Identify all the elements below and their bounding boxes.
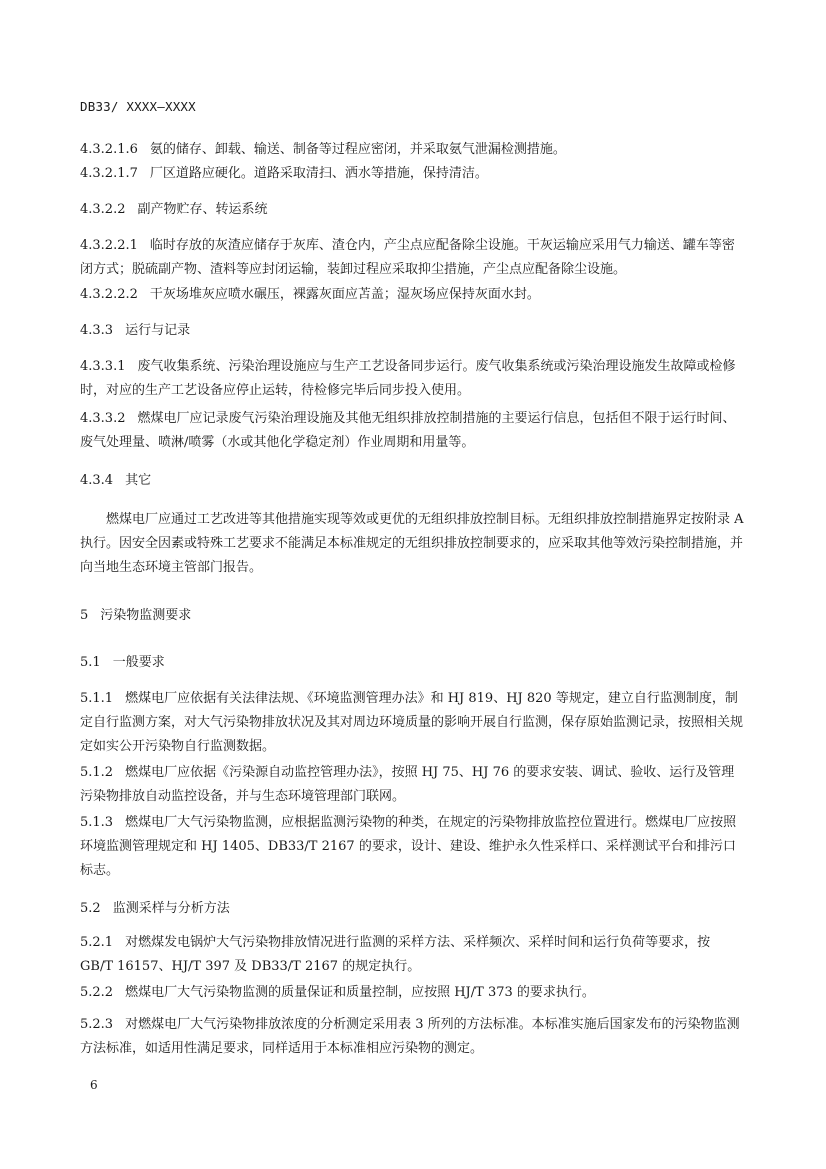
paragraph-text: 燃煤电厂应通过工艺改进等其他措施实现等效或更优的无组织排放控制目标。无组织排放控制措施界定按附录 A 执行。因安全因素或特殊工艺要求不能满足本标准规定的无组织排放控制要求的，应采取其他等效污染控制措施，并向当地生态环境主管部门报告。 (80, 512, 744, 575)
clause-number: 5.2.3 (80, 1017, 114, 1032)
heading-number: 5.2 (80, 901, 101, 916)
clause-number: 4.3.2.2.1 (80, 238, 138, 253)
clause-4-3-3-2 (80, 407, 746, 455)
clause-5-2-2 (80, 981, 746, 1005)
clause-text: 氨的储存、卸载、输送、制备等过程应密闭，并采取氨气泄漏检测措施。 (149, 142, 566, 157)
clause-number: 4.3.3.2 (80, 411, 126, 426)
clause-4-3-2-1-6 (80, 138, 746, 162)
heading-text: 其它 (125, 473, 152, 488)
heading-number: 4.3.2.2 (80, 202, 126, 217)
heading-5-1 (80, 651, 746, 675)
clause-text: 厂区道路应硬化。道路采取清扫、洒水等措施，保持清洁。 (149, 166, 488, 181)
clause-text: 燃煤电厂应依据《污染源自动监控管理办法》，按照 HJ 75、HJ 76 的要求安装、调试、验收、运行及管理污染物排放自动监控设备，并与生态环境管理部门联网。 (80, 765, 735, 804)
clause-number: 5.2.1 (80, 935, 114, 950)
clause-text: 燃煤电厂应依据有关法律法规、《环境监测管理办法》和 HJ 819、HJ 820 等规定，建立自行监测制度，制定自行监测方案，对大气污染物排放状况及其对周边环境质量的影响开展自行监测，保存原始监测记录，按照相关规定如实公开污染物自行监测数据。 (80, 691, 744, 754)
heading-number: 5 (80, 608, 89, 623)
clause-text: 燃煤电厂大气污染物监测的质量保证和质量控制，应按照 HJ/T 373 的要求执行。 (125, 985, 595, 1000)
heading-5 (80, 604, 746, 628)
clause-number: 5.1.3 (80, 815, 114, 830)
clause-number: 5.1.1 (80, 691, 114, 706)
clause-5-2-1 (80, 931, 746, 979)
page-number: 6 (90, 1078, 98, 1092)
clause-text: 废气收集系统、污染治理设施应与生产工艺设备同步运行。废气收集系统或污染治理设施发生故障或检修时，对应的生产工艺设备应停止运转，待检修完毕后同步投入使用。 (80, 359, 736, 398)
clause-4-3-2-2-1 (80, 234, 746, 282)
clause-5-2-3 (80, 1013, 746, 1061)
clause-text: 临时存放的灰渣应储存于灰库、渣仓内，产尘点应配备除尘设施。干灰运输应采用气力输送、罐车等密闭方式；脱硫副产物、渣料等应封闭运输，装卸过程应采取抑尘措施，产尘点应配备除尘设施。 (80, 238, 735, 277)
heading-text: 监测采样与分析方法 (112, 901, 230, 916)
clause-number: 4.3.2.1.6 (80, 142, 138, 157)
clause-text: 对燃煤电厂大气污染物排放浓度的分析测定采用表 3 所列的方法标准。本标准实施后国家发布的污染物监测方法标准，如适用性满足要求，同样适用于本标准相应污染物的测定。 (80, 1017, 740, 1056)
paragraph-other-measures (80, 508, 746, 580)
heading-5-2 (80, 897, 746, 921)
heading-number: 5.1 (80, 655, 101, 670)
clause-number: 5.1.2 (80, 765, 114, 780)
heading-text: 污染物监测要求 (100, 608, 192, 623)
clause-4-3-3-1 (80, 355, 746, 403)
clause-number: 4.3.2.1.7 (80, 166, 138, 181)
heading-4-3-2-2 (80, 198, 746, 222)
heading-4-3-4 (80, 469, 746, 493)
clause-5-1-2 (80, 761, 746, 809)
heading-text: 运行与记录 (125, 323, 191, 338)
clause-4-3-2-1-7 (80, 162, 746, 186)
heading-4-3-3 (80, 319, 746, 343)
clause-number: 5.2.2 (80, 985, 114, 1000)
clause-text: 干灰场堆灰应喷水碾压，裸露灰面应苫盖；湿灰场应保持灰面水封。 (149, 287, 540, 302)
clause-text: 对燃煤发电锅炉大气污染物排放情况进行监测的采样方法、采样频次、采样时间和运行负荷等要求，按 GB/T 16157、HJ/T 397 及 DB33/T 2167 的规定执行。 (80, 935, 711, 974)
standard-header: DB33/ XXXX—XXXX (80, 99, 196, 114)
clause-text: 燃煤电厂大气污染物监测，应根据监测污染物的种类，在规定的污染物排放监控位置进行。燃煤电厂应按照环境监测管理规定和 HJ 1405、DB33/T 2167 的要求，设计、建设、维护永久性采样口、采样测试平台和排污口标志。 (80, 815, 737, 878)
heading-number: 4.3.3 (80, 323, 114, 338)
clause-text: 燃煤电厂应记录废气污染治理设施及其他无组织排放控制措施的主要运行信息，包括但不限于运行时间、废气处理量、喷淋/喷雾（水或其他化学稳定剂）作业周期和用量等。 (80, 411, 736, 450)
clause-4-3-2-2-2 (80, 283, 746, 307)
clause-number: 4.3.3.1 (80, 359, 126, 374)
clause-5-1-1 (80, 687, 746, 759)
heading-number: 4.3.4 (80, 473, 114, 488)
heading-text: 一般要求 (112, 655, 165, 670)
clause-5-1-3 (80, 811, 746, 883)
clause-number: 4.3.2.2.2 (80, 287, 138, 302)
heading-text: 副产物贮存、转运系统 (137, 202, 268, 217)
